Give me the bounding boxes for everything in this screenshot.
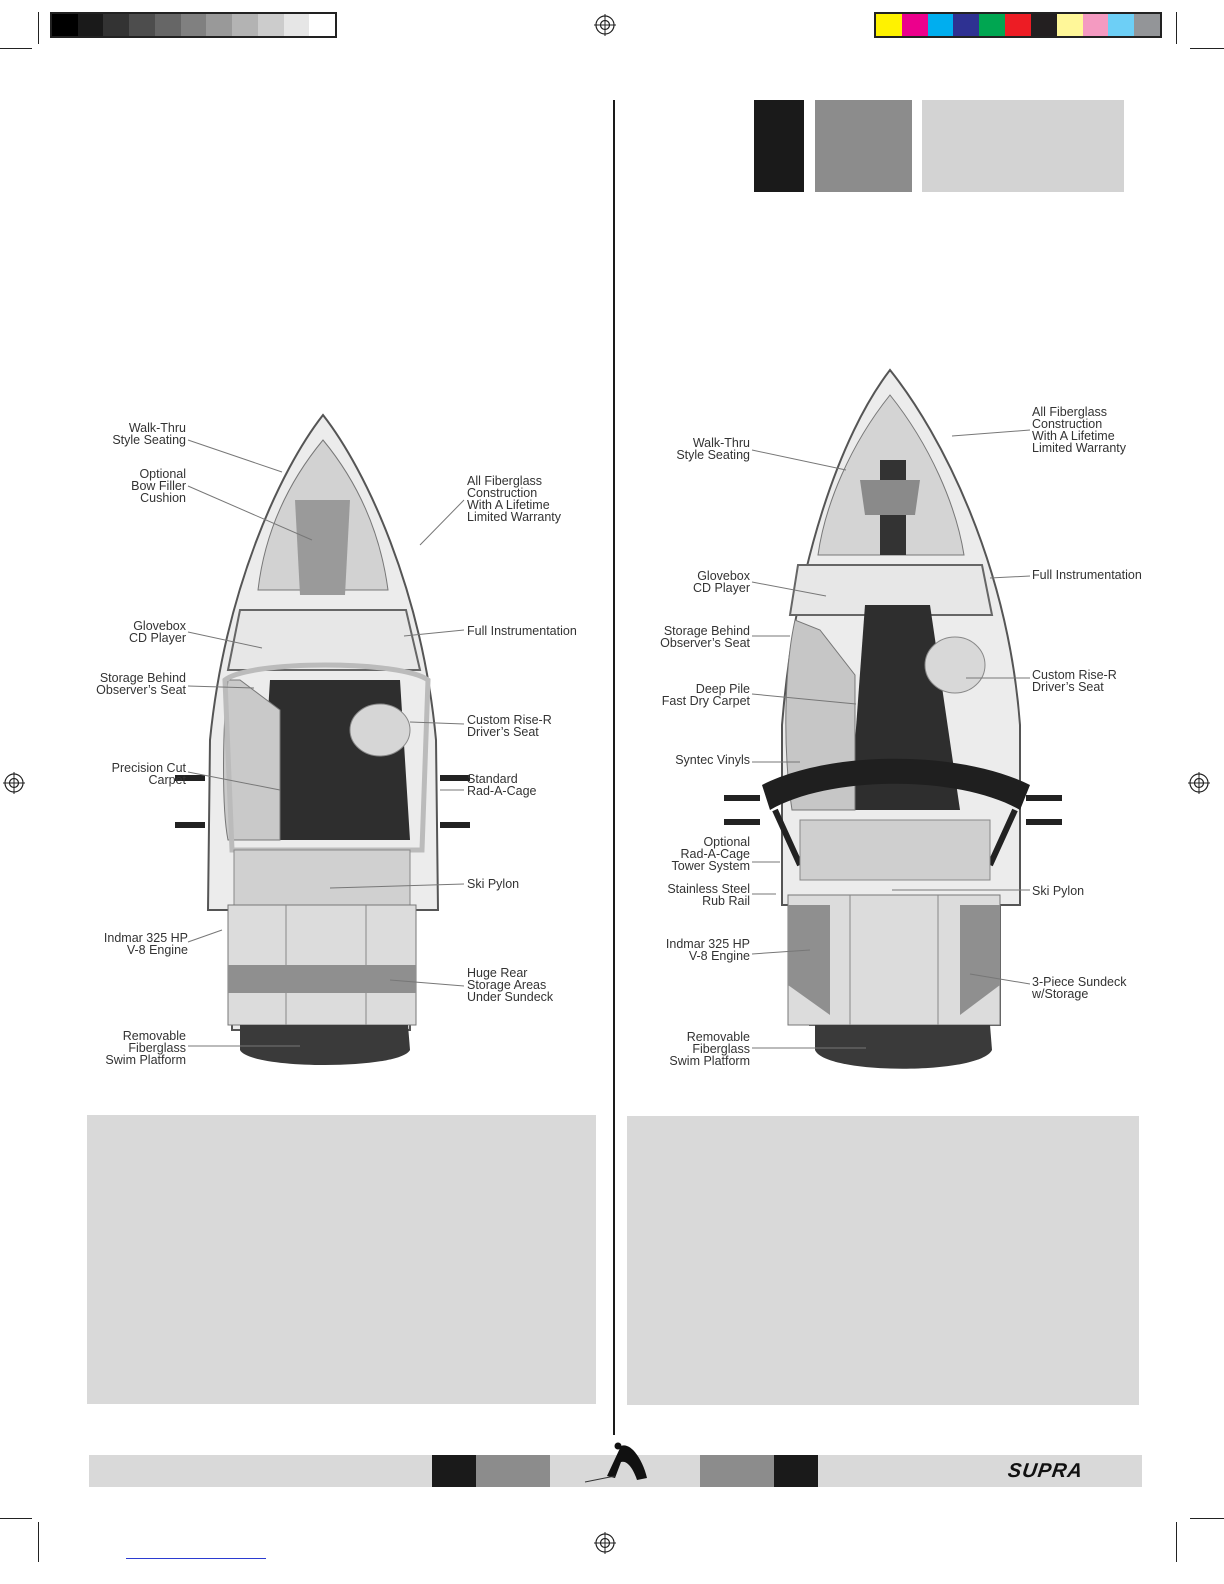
callout-instrumentation: Full Instrumentation <box>467 624 577 638</box>
callout-carpet: Deep Pile Fast Dry Carpet <box>661 682 750 708</box>
callout-ski-pylon: Ski Pylon <box>1032 884 1085 898</box>
callout-glovebox: Glovebox CD Player <box>129 619 186 645</box>
callout-storage-behind: Storage Behind Observer’s Seat <box>660 624 750 650</box>
callout-drivers-seat: Custom Rise-R Driver’s Seat <box>1032 668 1117 694</box>
callout-fiberglass: All Fiberglass Construction With A Lifetime Limited Warranty <box>467 474 562 524</box>
wakeboarder-logo-icon <box>585 1440 655 1490</box>
callout-drivers-seat: Custom Rise-R Driver’s Seat <box>467 713 552 739</box>
footer-block-mid <box>476 1455 550 1487</box>
footer-block-mid <box>700 1455 774 1487</box>
callout-engine: Indmar 325 HP V-8 Engine <box>103 931 188 957</box>
callout-rub-rail: Stainless Steel Rub Rail <box>667 882 750 908</box>
callout-ski-pylon: Ski Pylon <box>467 877 520 891</box>
callout-bow-filler: Optional Bow Filler Cushion <box>131 467 186 505</box>
footer-block-dark <box>432 1455 476 1487</box>
callout-walk-thru: Walk-Thru Style Seating <box>676 436 750 462</box>
callout-swim-platform: Removable Fiberglass Swim Platform <box>669 1030 750 1068</box>
callout-rad-a-cage: Standard Rad-A-Cage <box>467 772 537 798</box>
spec-box-right <box>627 1116 1139 1405</box>
callout-sundeck: 3-Piece Sundeck w/Storage <box>1032 975 1127 1001</box>
callout-instrumentation: Full Instrumentation <box>1032 568 1142 582</box>
callout-rear-storage: Huge Rear Storage Areas Under Sundeck <box>467 966 554 1004</box>
callout-glovebox: Glovebox CD Player <box>693 569 750 595</box>
callout-walk-thru: Walk-Thru Style Seating <box>112 421 186 447</box>
supra-logo: SUPRA <box>1006 1460 1085 1482</box>
spec-box-left <box>87 1115 596 1404</box>
callout-engine: Indmar 325 HP V-8 Engine <box>665 937 750 963</box>
callout-storage-behind: Storage Behind Observer’s Seat <box>96 671 186 697</box>
callout-swim-platform: Removable Fiberglass Swim Platform <box>105 1029 186 1067</box>
link-underline <box>126 1558 266 1559</box>
callout-fiberglass: All Fiberglass Construction With A Lifetime Limited Warranty <box>1032 405 1127 455</box>
callout-vinyls: Syntec Vinyls <box>675 753 750 767</box>
footer-block-dark <box>774 1455 818 1487</box>
callout-tower: Optional Rad-A-Cage Tower System <box>671 835 750 873</box>
callout-carpet: Precision Cut Carpet <box>111 761 186 787</box>
